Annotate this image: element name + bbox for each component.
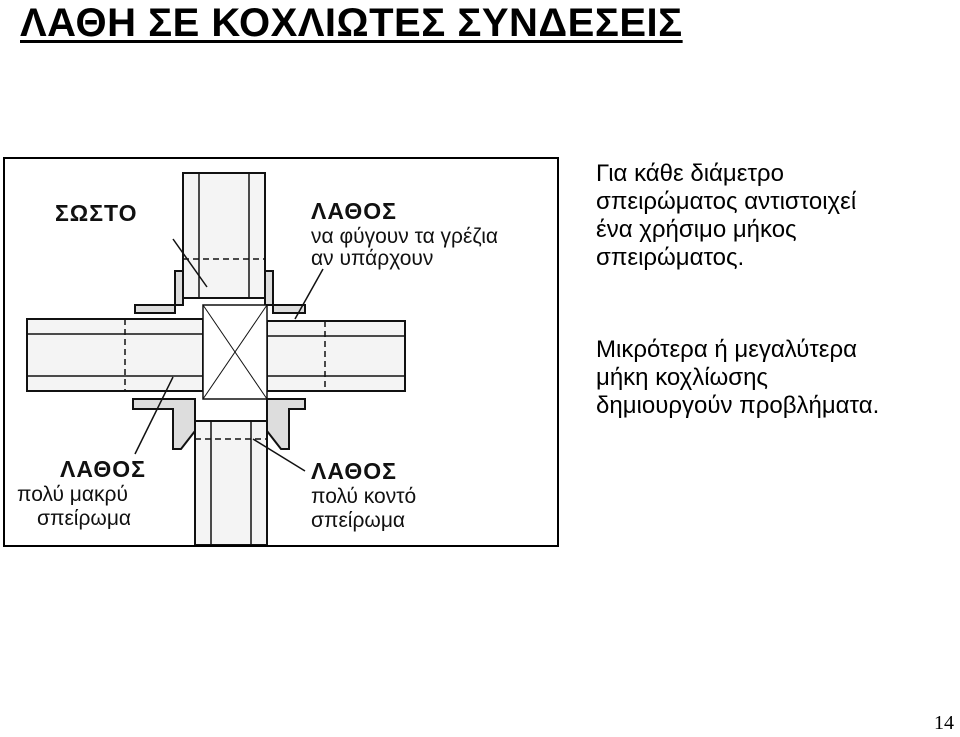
- label-wrong-top-line1: να φύγουν τα γρέζια: [311, 225, 499, 248]
- pipe-right: [267, 321, 405, 391]
- pipe-left: [27, 319, 203, 391]
- label-wrong-top-heading: ΛΑΘΟΣ: [311, 198, 397, 224]
- paragraph-line: δημιουργούν προβλήματα.: [596, 392, 880, 419]
- paragraph-problems: [596, 336, 956, 420]
- fitting-flange-br: [267, 399, 305, 449]
- pipe-fitting-diagram: [3, 157, 559, 547]
- paragraph-thread-length: [596, 160, 956, 272]
- paragraph-line: Για κάθε διάμετρο: [596, 160, 784, 187]
- label-wrong-top-line2: αν υπάρχουν: [311, 247, 434, 270]
- label-wrong-left-line2: σπείρωμα: [37, 507, 132, 530]
- page-number: 14: [934, 712, 954, 734]
- paragraph-line: σπειρώματος.: [596, 244, 745, 271]
- pipe-top: [183, 173, 265, 298]
- paragraph-line: μήκη κοχλίωσης: [596, 364, 768, 391]
- paragraph-line: ένα χρήσιμο μήκος: [596, 216, 797, 243]
- label-wrong-right-line1: πολύ κοντό: [311, 485, 417, 508]
- leader-wrong-top: [295, 269, 323, 319]
- label-wrong-left-heading: ΛΑΘΟΣ: [60, 456, 146, 482]
- fitting-flange-tl: [135, 271, 183, 313]
- cross-fitting-drawing: [5, 159, 557, 545]
- fitting-flange-bl: [133, 399, 195, 449]
- label-wrong-right-heading: ΛΑΘΟΣ: [311, 458, 397, 484]
- page-title: ΛΑΘΗ ΣΕ ΚΟΧΛΙΩΤΕΣ ΣΥΝΔΕΣΕΙΣ: [20, 1, 683, 45]
- paragraph-line: Μικρότερα ή μεγαλύτερα: [596, 336, 858, 363]
- paragraph-line: σπειρώματος αντιστοιχεί: [596, 188, 857, 215]
- label-wrong-right-line2: σπείρωμα: [311, 509, 406, 532]
- label-wrong-left-line1: πολύ μακρύ: [17, 483, 128, 506]
- label-correct: ΣΩΣΤΟ: [55, 200, 138, 226]
- fitting-flange-tr: [265, 271, 305, 313]
